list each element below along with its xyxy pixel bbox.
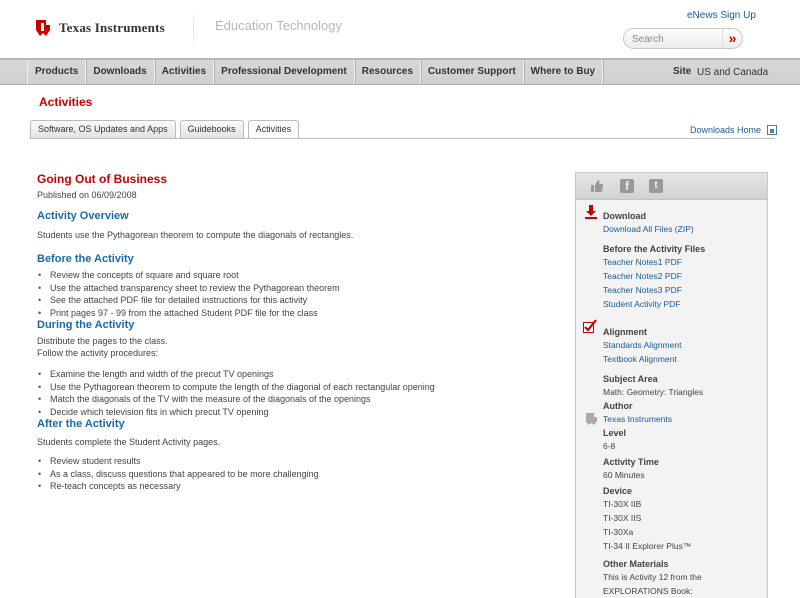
page-title: Activities <box>39 95 93 109</box>
list-item: • Print pages 97 - 99 from the attached Student PDF file for the class <box>37 307 557 320</box>
subject-area-heading: Subject Area <box>603 374 658 384</box>
textbook-alignment-link[interactable]: Textbook Alignment <box>603 354 677 364</box>
student-activity-link[interactable]: Student Activity PDF <box>603 299 681 309</box>
nav-item-professional-development[interactable]: Professional Development <box>214 60 355 84</box>
tab-bar <box>30 120 303 139</box>
nav-item-resources[interactable]: Resources <box>355 60 421 84</box>
activity-time-heading: Activity Time <box>603 457 659 467</box>
nav-item-downloads[interactable]: Downloads <box>86 60 154 84</box>
ti-logo[interactable] <box>33 18 165 38</box>
activity-sidebar <box>575 172 768 598</box>
checkmark-icon <box>583 319 597 333</box>
device-item: TI-30X IIB <box>603 499 642 509</box>
overview-heading: Activity Overview <box>37 210 129 222</box>
before-heading: Before the Activity <box>37 253 134 265</box>
list-item: • Use the attached transparency sheet to review the Pythagorean theorem <box>37 282 557 295</box>
search-input[interactable] <box>632 32 720 46</box>
social-bar <box>576 173 767 200</box>
main-nav <box>0 58 800 85</box>
tab-activities[interactable]: Activities <box>248 120 300 139</box>
device-heading: Device <box>603 486 633 496</box>
ti-logo-icon <box>33 18 53 38</box>
site-header <box>0 0 800 58</box>
device-item: TI-30X IIS <box>603 513 642 523</box>
facebook-icon[interactable]: f <box>620 179 634 193</box>
search-submit-button[interactable]: » <box>722 28 742 49</box>
download-section <box>603 210 763 311</box>
list-item: • Review student results <box>37 455 557 468</box>
level-value: 6-8 <box>603 441 616 451</box>
enews-signup-link[interactable]: eNews Sign Up <box>687 10 756 21</box>
activity-time-value: 60 Minutes <box>603 470 645 480</box>
published-date: Published on 06/09/2008 <box>37 190 137 200</box>
before-list <box>37 269 557 319</box>
downloads-home-link[interactable] <box>690 125 777 135</box>
after-heading: After the Activity <box>37 418 125 430</box>
author-heading: Author <box>603 401 633 411</box>
site-selector[interactable]: US and Canada <box>697 67 769 78</box>
site-subtitle: Education Technology <box>215 18 342 33</box>
nav-item-customer-support[interactable]: Customer Support <box>421 60 524 84</box>
list-item: • Re-teach concepts as necessary <box>37 480 557 493</box>
activity-title: Going Out of Business <box>37 172 168 186</box>
overview-text: Students use the Pythagorean theorem to compute the diagonals of rectangles. <box>37 230 354 240</box>
subject-area-value: Math: Geometry: Triangles <box>603 387 704 397</box>
during-text-1: Distribute the pages to the class. <box>37 336 168 346</box>
tab-divider <box>30 138 775 139</box>
activity-content <box>37 172 557 493</box>
device-item: TI-30Xa <box>603 527 634 537</box>
during-heading: During the Activity <box>37 319 135 331</box>
nav-item-activities[interactable]: Activities <box>155 60 214 84</box>
thumbs-up-icon[interactable] <box>590 179 604 193</box>
list-item: • Decide which television fits in which precut TV opening <box>37 406 557 419</box>
tab-software-os-updates[interactable]: Software, OS Updates and Apps <box>30 120 176 138</box>
site-label: Site <box>673 66 692 77</box>
level-heading: Level <box>603 428 627 438</box>
alignment-heading: Alignment <box>603 327 647 337</box>
standards-alignment-link[interactable]: Standards Alignment <box>603 340 682 350</box>
list-item: • Match the diagonals of the TV with the measure of the diagonals of the openings <box>37 393 557 406</box>
other-materials-text-1: This is Activity 12 from the <box>603 572 702 582</box>
home-icon <box>767 125 777 135</box>
nav-item-where-to-buy[interactable]: Where to Buy <box>524 60 603 84</box>
header-divider <box>193 10 194 48</box>
download-all-zip-link[interactable]: Download All Files (ZIP) <box>603 224 694 234</box>
during-list <box>37 368 557 418</box>
other-materials-heading: Other Materials <box>603 559 669 569</box>
logo-text: Texas Instruments <box>59 20 165 35</box>
after-list <box>37 455 557 493</box>
alignment-section <box>603 326 763 598</box>
download-heading: Download <box>603 211 646 221</box>
after-text: Students complete the Student Activity pages. <box>37 437 221 447</box>
teacher-notes2-link[interactable]: Teacher Notes2 PDF <box>603 271 682 281</box>
list-item: • Review the concepts of square and square root <box>37 269 557 282</box>
teacher-notes1-link[interactable]: Teacher Notes1 PDF <box>603 257 682 267</box>
downloads-home-label: Downloads Home <box>690 125 762 135</box>
list-item: • Use the Pythagorean theorem to compute the length of the diagonal of each rectangular opening <box>37 381 557 394</box>
before-files-heading: Before the Activity Files <box>603 244 706 254</box>
other-materials-text-2: EXPLORATIONS Book: <box>603 586 693 596</box>
author-link[interactable]: Texas Instruments <box>603 414 672 424</box>
nav-item-products[interactable]: Products <box>27 60 86 84</box>
list-item: • As a class, discuss questions that appeared to be more challenging <box>37 468 557 481</box>
ti-author-icon <box>584 412 598 426</box>
during-text-2: Follow the activity procedures: <box>37 348 159 358</box>
teacher-notes3-link[interactable]: Teacher Notes3 PDF <box>603 285 682 295</box>
list-item: • Examine the length and width of the precut TV openings <box>37 368 557 381</box>
device-item: TI-34 II Explorer Plus™ <box>603 541 692 551</box>
twitter-icon[interactable]: t <box>649 179 663 193</box>
search-box <box>623 28 743 49</box>
download-icon <box>584 205 598 219</box>
tab-guidebooks[interactable]: Guidebooks <box>180 120 244 138</box>
list-item: • See the attached PDF file for detailed instructions for this activity <box>37 294 557 307</box>
